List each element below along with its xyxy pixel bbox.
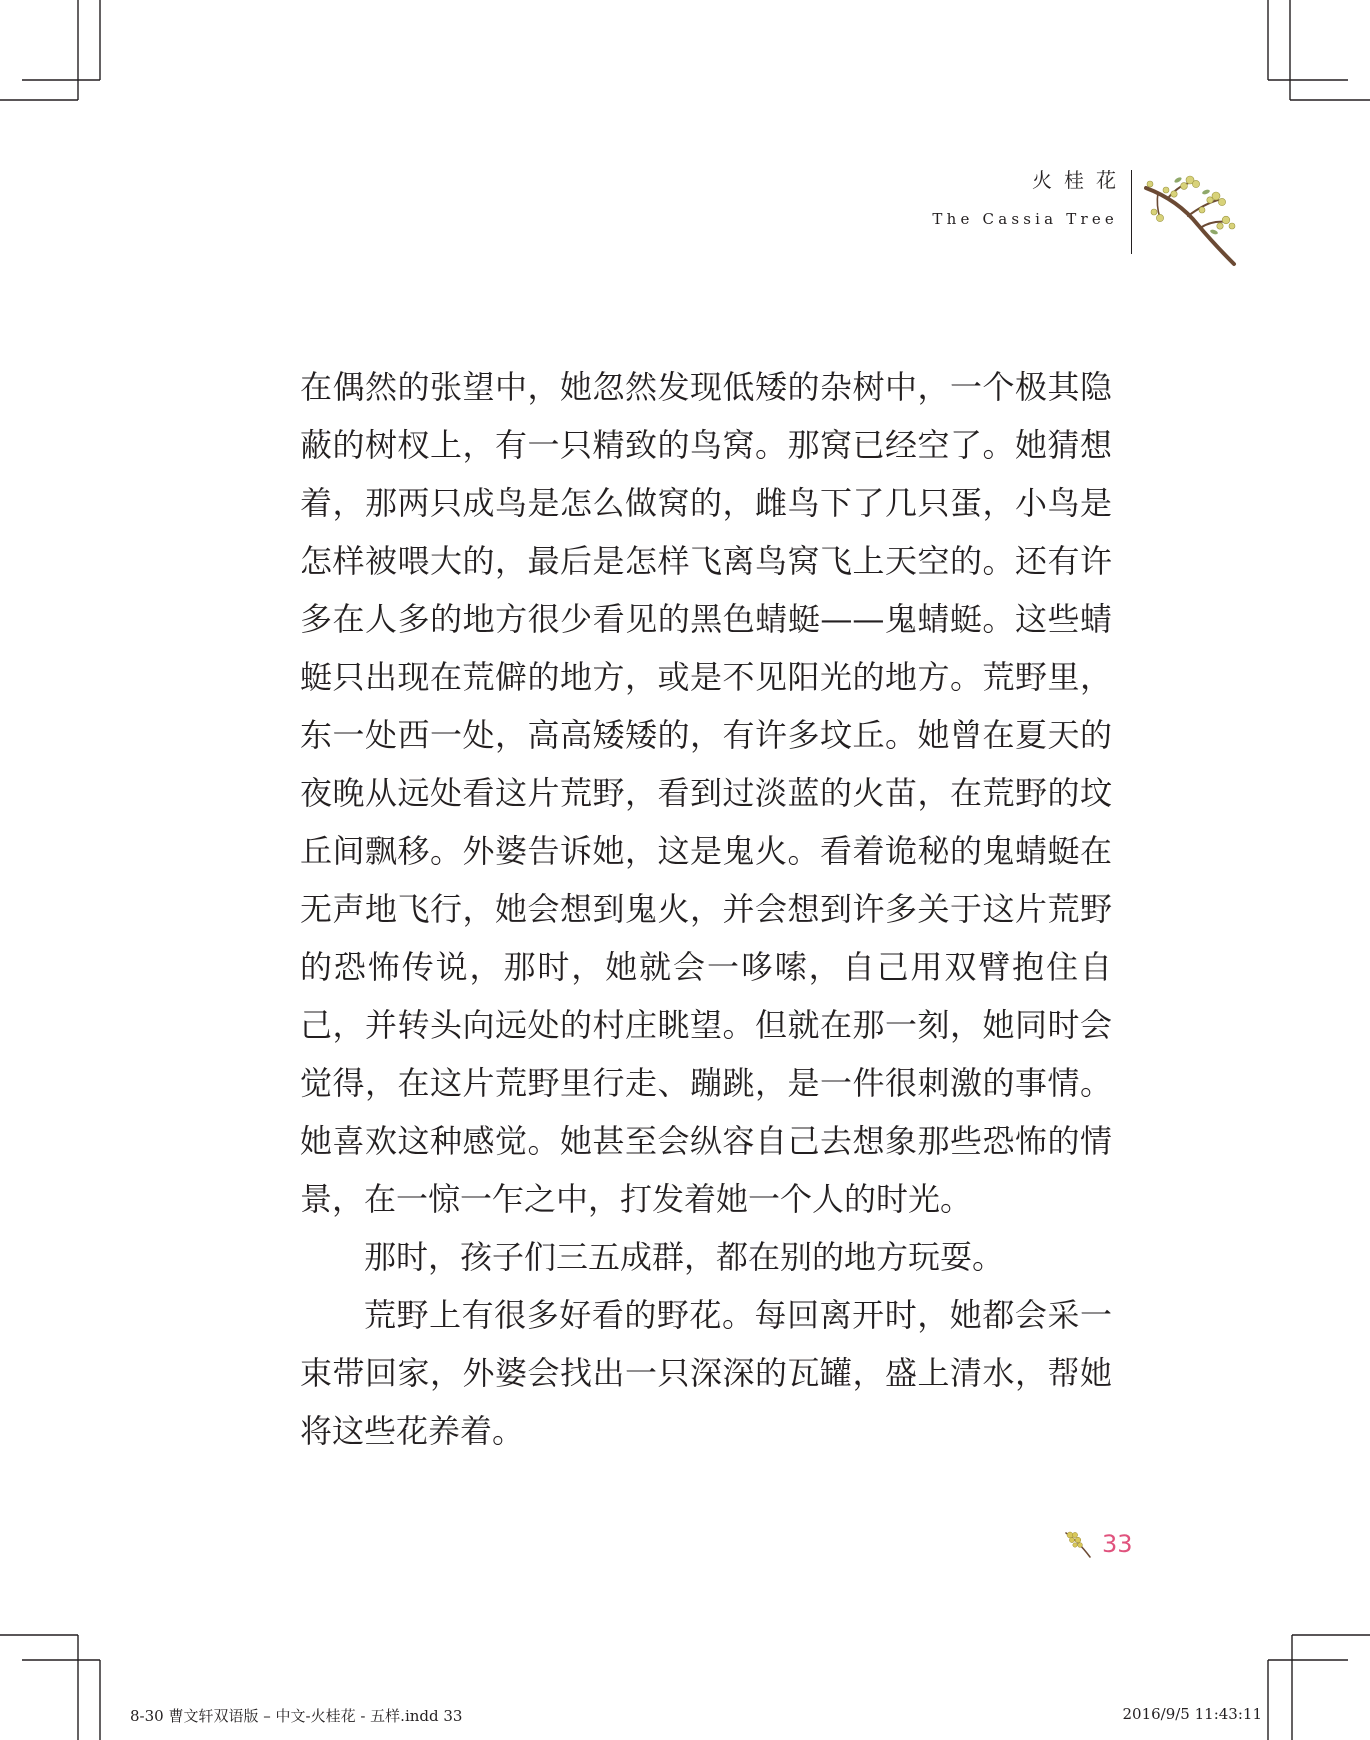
running-head-rule xyxy=(1131,170,1132,254)
cassia-branch-icon xyxy=(1138,170,1238,270)
body-text xyxy=(300,358,1112,1460)
running-head-title-en: The Cassia Tree xyxy=(932,210,1118,228)
folio xyxy=(1062,1524,1133,1564)
page-number: 33 xyxy=(1102,1530,1133,1558)
slug-file-info: 8-30 曹文轩双语版 – 中文-火桂花 - 五样.indd 33 xyxy=(130,1707,463,1725)
paragraph: 在偶然的张望中，她忽然发现低矮的杂树中，一个极其隐蔽的树杈上，有一只精致的鸟窝。那窝已经空了。她猜想着，那两只成鸟是怎么做窝的，雌鸟下了几只蛋，小鸟是怎样被喂大的，最后是怎样飞离鸟窝飞上天空的。还有许多在人多的地方很少看见的黑色蜻蜓——鬼蜻蜓。这些蜻蜓只出现在荒僻的地方，或是不见阳光的地方。荒野里，东一处西一处，高高矮矮的，有许多坟丘。她曾在夏天的夜晚从远处看这片荒野，看到过淡蓝的火苗，在荒野的坟丘间飘移。外婆告诉她，这是鬼火。看着诡秘的鬼蜻蜓在无声地飞行，她会想到鬼火，并会想到许多关于这片荒野的恐怖传说，那时，她就会一哆嗦，自己用双臂抱住自己，并转头向远处的村庄眺望。但就在那一刻，她同时会觉得，在这片荒野里行走、蹦跳，是一件很刺激的事情。她喜欢这种感觉。她甚至会纵容自己去想象那些恐怖的情景，在一惊一乍之中，打发着她一个人的时光。 xyxy=(300,368,1112,1218)
paragraph: 荒野上有很多好看的野花。每回离开时，她都会采一束带回家，外婆会找出一只深深的瓦罐，盛上清水，帮她将这些花养着。 xyxy=(300,1296,1112,1450)
paragraph: 那时，孩子们三五成群，都在别的地方玩耍。 xyxy=(364,1238,1005,1276)
slug-timestamp: 2016/9/5 11:43:11 xyxy=(1122,1705,1262,1723)
running-head xyxy=(932,168,1128,228)
running-head-title-cn: 火桂花 xyxy=(1032,168,1128,192)
cassia-sprig-icon xyxy=(1062,1527,1096,1561)
